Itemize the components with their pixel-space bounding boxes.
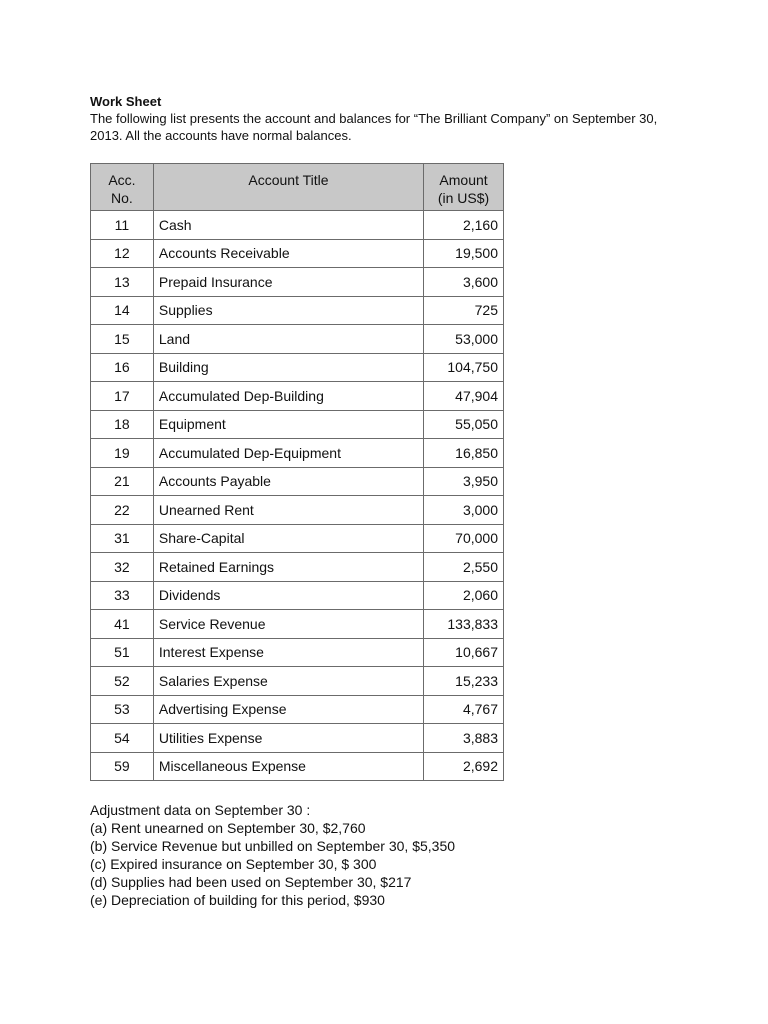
document-intro: The following list presents the account and balances for “The Brilliant Company” on September 30, 2013. All the accounts have normal balances. bbox=[90, 111, 658, 143]
account-number-cell: 59 bbox=[91, 752, 154, 781]
table-row bbox=[91, 439, 504, 468]
table-row bbox=[91, 752, 504, 781]
amount-cell: 3,950 bbox=[424, 467, 504, 496]
account-title-cell: Dividends bbox=[153, 581, 423, 610]
amount-cell: 47,904 bbox=[424, 382, 504, 411]
header-amount bbox=[424, 164, 504, 211]
account-number-cell: 19 bbox=[91, 439, 154, 468]
account-title-cell: Building bbox=[153, 353, 423, 382]
account-title-cell: Interest Expense bbox=[153, 638, 423, 667]
table-row bbox=[91, 667, 504, 696]
amount-cell: 10,667 bbox=[424, 638, 504, 667]
account-title-cell: Utilities Expense bbox=[153, 724, 423, 753]
adjustment-item: (b) Service Revenue but unbilled on September 30, $5,350 bbox=[90, 838, 456, 854]
account-number-cell: 17 bbox=[91, 382, 154, 411]
table-row bbox=[91, 496, 504, 525]
account-number-cell: 13 bbox=[91, 268, 154, 297]
table-row bbox=[91, 724, 504, 753]
account-number-cell: 54 bbox=[91, 724, 154, 753]
table-row bbox=[91, 524, 504, 553]
header-acc-no-line2: No. bbox=[111, 190, 133, 206]
table-row bbox=[91, 211, 504, 240]
amount-cell: 19,500 bbox=[424, 239, 504, 268]
table-row bbox=[91, 610, 504, 639]
table-row bbox=[91, 382, 504, 411]
amount-cell: 55,050 bbox=[424, 410, 504, 439]
account-number-cell: 51 bbox=[91, 638, 154, 667]
accounts-table-body bbox=[91, 211, 504, 781]
account-number-cell: 22 bbox=[91, 496, 154, 525]
account-title-cell: Cash bbox=[153, 211, 423, 240]
amount-cell: 53,000 bbox=[424, 325, 504, 354]
account-title-cell: Advertising Expense bbox=[153, 695, 423, 724]
account-title-cell: Service Revenue bbox=[153, 610, 423, 639]
amount-cell: 104,750 bbox=[424, 353, 504, 382]
adjustment-item: (d) Supplies had been used on September 30, $217 bbox=[90, 874, 412, 890]
table-row bbox=[91, 353, 504, 382]
amount-cell: 15,233 bbox=[424, 667, 504, 696]
account-number-cell: 41 bbox=[91, 610, 154, 639]
account-number-cell: 18 bbox=[91, 410, 154, 439]
table-row bbox=[91, 325, 504, 354]
account-title-cell: Miscellaneous Expense bbox=[153, 752, 423, 781]
table-row bbox=[91, 467, 504, 496]
amount-cell: 725 bbox=[424, 296, 504, 325]
table-row bbox=[91, 296, 504, 325]
account-title-cell: Share-Capital bbox=[153, 524, 423, 553]
accounts-table-header bbox=[91, 164, 504, 211]
amount-cell: 70,000 bbox=[424, 524, 504, 553]
account-title-cell: Land bbox=[153, 325, 423, 354]
table-row bbox=[91, 268, 504, 297]
amount-cell: 2,160 bbox=[424, 211, 504, 240]
adjustment-list bbox=[90, 819, 690, 909]
account-title-cell: Salaries Expense bbox=[153, 667, 423, 696]
document-page bbox=[90, 94, 690, 909]
account-number-cell: 31 bbox=[91, 524, 154, 553]
amount-cell: 3,883 bbox=[424, 724, 504, 753]
document-heading: Work Sheet bbox=[90, 94, 162, 109]
header-acc-no-line1: Acc. bbox=[108, 172, 136, 188]
amount-cell: 133,833 bbox=[424, 610, 504, 639]
account-title-cell: Accumulated Dep-Building bbox=[153, 382, 423, 411]
table-row bbox=[91, 553, 504, 582]
header-row bbox=[91, 164, 504, 211]
amount-cell: 16,850 bbox=[424, 439, 504, 468]
amount-cell: 2,060 bbox=[424, 581, 504, 610]
amount-cell: 3,000 bbox=[424, 496, 504, 525]
account-title-cell: Accumulated Dep-Equipment bbox=[153, 439, 423, 468]
adjustment-item: (a) Rent unearned on September 30, $2,760 bbox=[90, 820, 366, 836]
table-row bbox=[91, 239, 504, 268]
table-row bbox=[91, 581, 504, 610]
amount-cell: 2,550 bbox=[424, 553, 504, 582]
header-acc-no bbox=[91, 164, 154, 211]
account-number-cell: 21 bbox=[91, 467, 154, 496]
account-title-cell: Equipment bbox=[153, 410, 423, 439]
account-number-cell: 53 bbox=[91, 695, 154, 724]
account-number-cell: 14 bbox=[91, 296, 154, 325]
account-title-cell: Prepaid Insurance bbox=[153, 268, 423, 297]
accounts-table bbox=[90, 163, 504, 781]
account-number-cell: 15 bbox=[91, 325, 154, 354]
amount-cell: 4,767 bbox=[424, 695, 504, 724]
account-title-cell: Accounts Receivable bbox=[153, 239, 423, 268]
adjustment-title: Adjustment data on September 30 : bbox=[90, 802, 311, 818]
table-row bbox=[91, 695, 504, 724]
account-number-cell: 32 bbox=[91, 553, 154, 582]
account-number-cell: 33 bbox=[91, 581, 154, 610]
account-title-cell: Unearned Rent bbox=[153, 496, 423, 525]
header-account-title: Account Title bbox=[153, 164, 423, 211]
amount-cell: 2,692 bbox=[424, 752, 504, 781]
account-number-cell: 16 bbox=[91, 353, 154, 382]
table-row bbox=[91, 410, 504, 439]
adjustment-section bbox=[90, 801, 690, 909]
account-number-cell: 52 bbox=[91, 667, 154, 696]
account-title-cell: Retained Earnings bbox=[153, 553, 423, 582]
adjustment-item: (c) Expired insurance on September 30, $ 300 bbox=[90, 856, 377, 872]
table-row bbox=[91, 638, 504, 667]
account-title-cell: Supplies bbox=[153, 296, 423, 325]
account-number-cell: 11 bbox=[91, 211, 154, 240]
header-amount-line1: Amount bbox=[439, 172, 488, 188]
adjustment-item: (e) Depreciation of building for this period, $930 bbox=[90, 892, 385, 908]
amount-cell: 3,600 bbox=[424, 268, 504, 297]
account-number-cell: 12 bbox=[91, 239, 154, 268]
header-amount-line2: (in US$) bbox=[437, 190, 490, 206]
account-title-cell: Accounts Payable bbox=[153, 467, 423, 496]
